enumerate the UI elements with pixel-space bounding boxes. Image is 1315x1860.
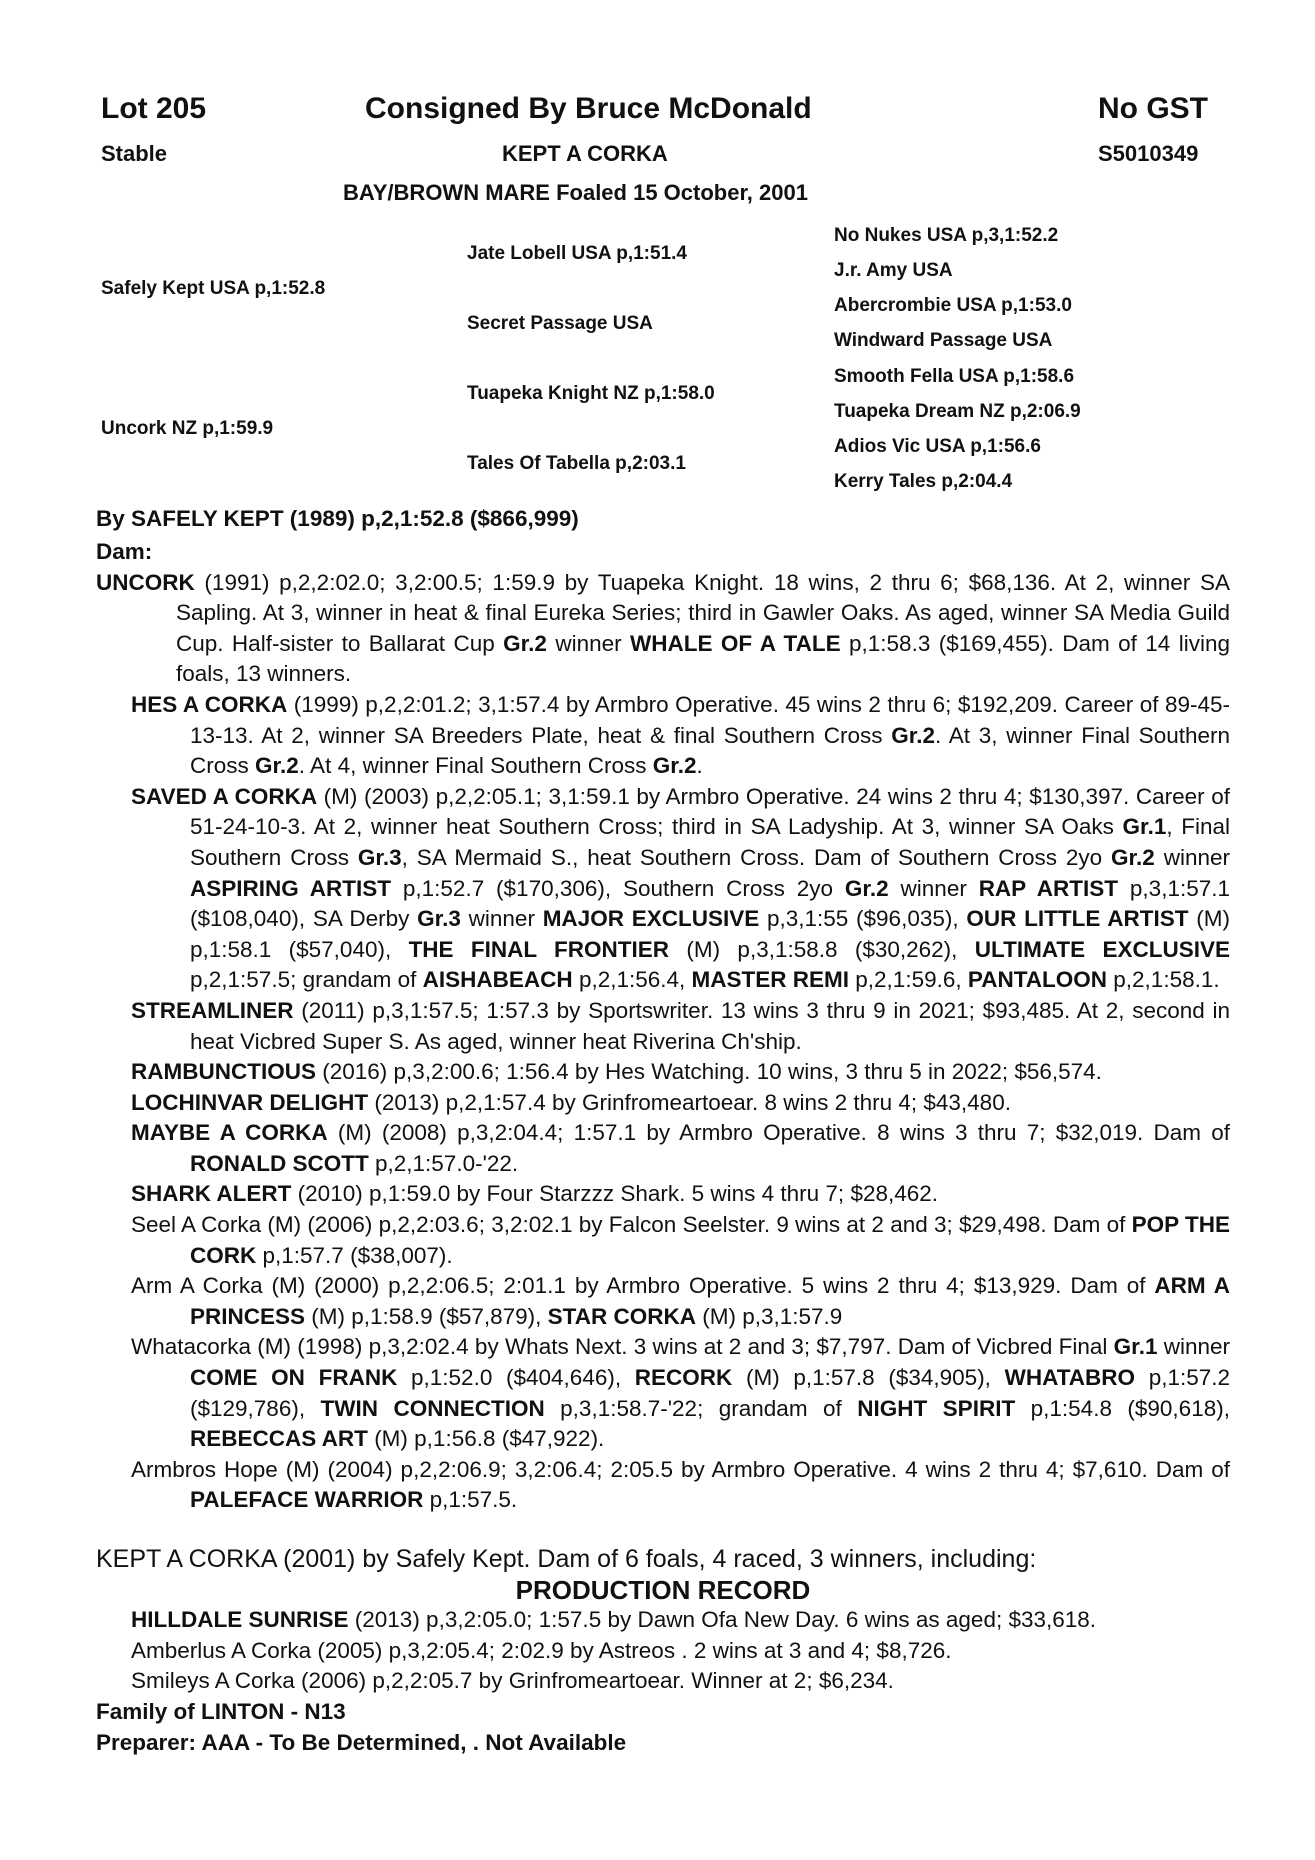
pedigree-dam: Uncork NZ p,1:59.9 xyxy=(101,418,274,439)
gst-status: No GST xyxy=(1098,92,1208,125)
text-run: . xyxy=(696,753,703,779)
text-run: p,2,1:59.6, xyxy=(849,967,968,993)
family-line: Family of LINTON - N13 xyxy=(96,1698,346,1724)
bold-text: MAJOR EXCLUSIVE xyxy=(542,906,760,932)
text-run: p,2,1:57.5; grandam of xyxy=(190,967,423,993)
text-run: (M) p,1:58.9 ($57,879), xyxy=(305,1303,548,1329)
bold-text: RAMBUNCTIOUS xyxy=(131,1059,316,1085)
bold-text: AISHABEACH xyxy=(422,967,573,993)
bold-text: Gr.2 xyxy=(891,722,936,748)
progeny-entry xyxy=(96,1271,1230,1332)
progeny-list xyxy=(96,690,1230,1516)
bold-text: NIGHT SPIRIT xyxy=(857,1395,1016,1421)
bold-text: COME ON FRANK xyxy=(190,1365,398,1391)
text-run: p,1:57.2 ($129,786), xyxy=(190,1365,1231,1421)
text-run: p,1:57.5. xyxy=(423,1487,518,1513)
bold-text: MAYBE A CORKA xyxy=(131,1120,328,1146)
progeny-entry xyxy=(96,1210,1230,1271)
text-run: Seel A Corka (M) (2006) p,2,2:03.6; 3,2:02.1 by Falcon Seelster. 9 wins at 2 and 3; $29,498. Dam of xyxy=(131,1212,1132,1238)
progeny-entry xyxy=(96,996,1230,1057)
bold-text: ASPIRING ARTIST xyxy=(190,875,392,901)
text-run: (M) (2008) p,3,2:04.4; 1:57.1 by Armbro Operative. 8 wins 3 thru 7; $32,019. Dam of xyxy=(327,1120,1230,1146)
bold-text: THE FINAL FRONTIER xyxy=(408,936,670,962)
text-run: , SA Mermaid S., heat Southern Cross. Dam of Southern Cross 2yo xyxy=(401,844,1112,870)
horse-description: BAY/BROWN MARE Foaled 15 October, 2001 xyxy=(343,180,808,205)
pedigree-great-grandparent: Tuapeka Dream NZ p,2:06.9 xyxy=(834,401,1081,422)
text-run: p,1:52.7 ($170,306), Southern Cross 2yo xyxy=(391,875,845,901)
text-run: winner xyxy=(888,875,979,901)
text-run: (M) p,1:57.8 ($34,905), xyxy=(732,1365,1005,1391)
sire-line: By SAFELY KEPT (1989) p,2,1:52.8 ($866,999) xyxy=(96,506,579,531)
text-run: p,1:57.7 ($38,007). xyxy=(256,1242,453,1268)
progeny-entry xyxy=(96,1088,1230,1119)
bold-text: RONALD SCOTT xyxy=(190,1150,369,1176)
text-run: (1999) p,2,2:01.2; 3,1:57.4 by Armbro Operative. 45 wins 2 thru 6; $192,209. Career of 89-45-13-13. At 2, winner SA Breeders Plate, heat & final Southern Cross xyxy=(190,691,1230,748)
bold-text: RECORK xyxy=(634,1365,733,1391)
text-run: (M) p,3,1:57.9 xyxy=(695,1303,843,1329)
bold-text: ULTIMATE EXCLUSIVE xyxy=(974,936,1230,962)
text-run: (2013) p,2,1:57.4 by Grinfromeartoear. 8 wins 2 thru 4; $43,480. xyxy=(368,1089,1011,1115)
bold-text: Gr.2 xyxy=(652,753,697,779)
text-run: (M) p,3,1:58.8 ($30,262), xyxy=(669,936,975,962)
progeny-entry xyxy=(96,690,1230,782)
production-title: PRODUCTION RECORD xyxy=(515,1574,811,1605)
bold-text: Gr.1 xyxy=(1113,1334,1158,1360)
bold-text: SHARK ALERT xyxy=(131,1181,292,1207)
progeny-entry xyxy=(96,1455,1230,1516)
text-run: (2011) p,3,1:57.5; 1:57.3 by Sportswriter. 13 wins 3 thru 9 in 2021; $93,485. At 2, second in heat Vicbred Super S. As aged, winner heat Riverina Ch'ship. xyxy=(190,997,1230,1054)
production-entry xyxy=(96,1605,1230,1636)
bold-text: TWIN CONNECTION xyxy=(320,1395,545,1421)
text-run: winner xyxy=(546,630,631,656)
bold-text: Gr.2 xyxy=(844,875,889,901)
bold-text: Gr.3 xyxy=(417,906,461,932)
text-run: (2010) p,1:59.0 by Four Starzzz Shark. 5 wins 4 thru 7; $28,462. xyxy=(291,1181,939,1207)
pedigree-great-grandparent: Kerry Tales p,2:04.4 xyxy=(834,471,1013,492)
progeny-entry xyxy=(96,1118,1230,1179)
bold-text: POP THE CORK xyxy=(190,1212,1230,1268)
stable-label: Stable xyxy=(101,141,168,166)
pedigree-great-grandparent: Adios Vic USA p,1:56.6 xyxy=(834,436,1041,457)
text-run: (M) (2003) p,2,2:05.1; 3,1:59.1 by Armbro Operative. 24 wins 2 thru 4; $130,397. Career of 51-24-10-3. At 2, winner heat Southern Cross; third in SA Ladyship. At 3, winner SA Oaks xyxy=(190,783,1230,840)
text-run: Smileys A Corka (2006) p,2,2:05.7 by Grinfromeartoear. Winner at 2; $6,234. xyxy=(131,1668,894,1694)
text-run: winner xyxy=(1157,1334,1230,1360)
progeny-entry xyxy=(96,1179,1230,1210)
horse-code: S5010349 xyxy=(1098,141,1199,166)
bold-text: HES A CORKA xyxy=(131,691,288,717)
bold-text: STAR CORKA xyxy=(547,1303,696,1329)
pedigree-great-grandparent: Abercrombie USA p,1:53.0 xyxy=(834,295,1072,316)
text-run: . At 3, winner Final Southern Cross xyxy=(190,722,1231,779)
bold-text: LOCHINVAR DELIGHT xyxy=(131,1089,369,1115)
bold-text: UNCORK xyxy=(96,569,195,595)
bold-text: OUR LITTLE ARTIST xyxy=(966,906,1189,932)
bold-text: STREAMLINER xyxy=(131,997,294,1023)
text-run: , Final Southern Cross xyxy=(190,814,1230,870)
pedigree-grandparent: Tuapeka Knight NZ p,1:58.0 xyxy=(467,383,715,404)
pedigree-grandparent: Secret Passage USA xyxy=(467,313,653,334)
text-run: p,2,1:58.1. xyxy=(1107,967,1220,993)
text-run: . At 4, winner Final Southern Cross xyxy=(298,753,653,779)
production-list xyxy=(96,1605,1230,1697)
progeny-entry xyxy=(96,1057,1230,1088)
production-entry xyxy=(96,1666,1230,1697)
bold-text: Gr.2 xyxy=(1111,844,1155,870)
bold-text: PALEFACE WARRIOR xyxy=(190,1487,424,1513)
text-run: p,2,1:56.4, xyxy=(572,967,692,993)
bold-text: Gr.2 xyxy=(503,630,547,656)
text-run: winner xyxy=(1154,844,1230,870)
text-run: p,3,1:58.7-'22; grandam of xyxy=(544,1395,858,1421)
bold-text: PANTALOON xyxy=(967,967,1108,993)
catalogue-body xyxy=(96,537,1230,1758)
bold-text: WHATABRO xyxy=(1004,1365,1136,1391)
bold-text: Gr.1 xyxy=(1122,814,1167,840)
production-intro: KEPT A CORKA (2001) by Safely Kept. Dam of 6 foals, 4 raced, 3 winners, including: xyxy=(96,1545,1037,1573)
text-run: p,2,1:57.0-'22. xyxy=(368,1150,519,1176)
horse-name: KEPT A CORKA xyxy=(502,141,668,166)
text-run: Armbros Hope (M) (2004) p,2,2:06.9; 3,2:06.4; 2:05.5 by Armbro Operative. 4 wins 2 thru 4; $7,610. Dam of xyxy=(131,1456,1230,1482)
text-run: winner xyxy=(460,906,543,932)
bold-text: REBECCAS ART xyxy=(190,1426,368,1452)
bold-text: Gr.2 xyxy=(255,753,299,779)
progeny-entry xyxy=(96,1332,1230,1454)
text-run: (2013) p,3,2:05.0; 1:57.5 by Dawn Ofa New Day. 6 wins as aged; $33,618. xyxy=(348,1607,1097,1633)
pedigree-great-grandparent: No Nukes USA p,3,1:52.2 xyxy=(834,225,1059,246)
text-run: (1991) p,2,2:02.0; 3,2:00.5; 1:59.9 by Tuapeka Knight. 18 wins, 2 thru 6; $68,136. At 2, winner SA Sapling. At 3, winner in heat & final Eureka Series; third in Gawler Oaks. As aged, winner SA Media Guild Cup. Half-sister to Ballarat Cup xyxy=(176,569,1230,656)
production-entry xyxy=(96,1636,1230,1667)
bold-text: SAVED A CORKA xyxy=(131,783,318,809)
text-run: p,1:58.3 ($169,455). Dam of 14 living foals, 13 winners. xyxy=(176,630,1230,687)
lot-number: Lot 205 xyxy=(101,92,207,125)
text-run: Arm A Corka (M) (2000) p,2,2:06.5; 2:01.1 by Armbro Operative. 5 wins 2 thru 4; $13,929. Dam of xyxy=(131,1273,1155,1299)
pedigree-grandparent: Tales Of Tabella p,2:03.1 xyxy=(467,453,686,474)
bold-text: HILLDALE SUNRISE xyxy=(131,1607,349,1633)
pedigree-sire: Safely Kept USA p,1:52.8 xyxy=(101,278,326,299)
bold-text: RAP ARTIST xyxy=(978,875,1119,901)
bold-text: MASTER REMI xyxy=(691,967,850,993)
text-run: p,3,1:55 ($96,035), xyxy=(759,906,967,932)
text-run: p,1:54.8 ($90,618), xyxy=(1015,1395,1230,1421)
preparer-line: Preparer: AAA - To Be Determined, . Not Available xyxy=(96,1729,627,1755)
text-run: (2016) p,3,2:00.6; 1:56.4 by Hes Watching. 10 wins, 3 thru 5 in 2022; $56,574. xyxy=(316,1059,1102,1085)
dam-paragraph xyxy=(96,568,1230,690)
consignor: Consigned By Bruce McDonald xyxy=(365,92,812,125)
dam-label: Dam: xyxy=(96,539,153,564)
text-run: Whatacorka (M) (1998) p,3,2:02.4 by Whats Next. 3 wins at 2 and 3; $7,797. Dam of Vicbred Final xyxy=(131,1334,1114,1360)
text-run: p,1:52.0 ($404,646), xyxy=(397,1365,635,1391)
pedigree-great-grandparent: Smooth Fella USA p,1:58.6 xyxy=(834,366,1075,387)
text-run: (M) p,1:56.8 ($47,922). xyxy=(367,1426,605,1452)
text-run: Amberlus A Corka (2005) p,3,2:05.4; 2:02.9 by Astreos . 2 wins at 3 and 4; $8,726. xyxy=(131,1637,952,1663)
bold-text: WHALE OF A TALE xyxy=(630,630,841,656)
progeny-entry xyxy=(96,782,1230,996)
bold-text: ARM A PRINCESS xyxy=(190,1273,1230,1329)
pedigree-great-grandparent: Windward Passage USA xyxy=(834,330,1053,351)
bold-text: Gr.3 xyxy=(357,844,402,870)
text-run: (M) p,1:58.1 ($57,040), xyxy=(190,906,1230,962)
pedigree-great-grandparent: J.r. Amy USA xyxy=(834,260,953,281)
pedigree-grandparent: Jate Lobell USA p,1:51.4 xyxy=(467,243,687,264)
text-run: p,3,1:57.1 ($108,040), SA Derby xyxy=(190,875,1231,932)
